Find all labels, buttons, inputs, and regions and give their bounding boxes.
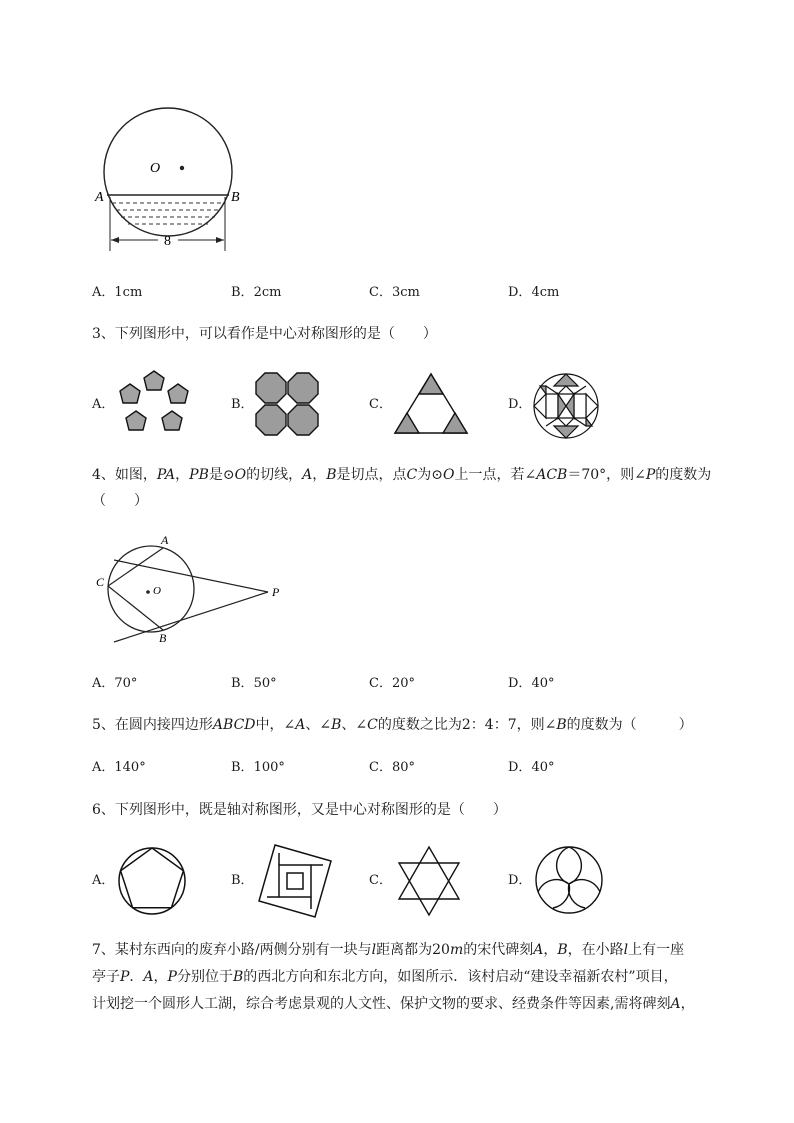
q4-label-c: C [96, 575, 105, 589]
q3-option-b-label[interactable]: B． [231, 397, 254, 412]
pinwheel-square-icon [259, 845, 331, 917]
label-b: B [231, 190, 240, 205]
pentagon-flower-icon [120, 371, 188, 430]
star-of-david-icon [399, 847, 459, 915]
q4-stem-line2: （ ） [92, 493, 148, 509]
q4-label-o: O [153, 585, 161, 597]
q4-option-d[interactable]: D．40° [508, 676, 555, 691]
q4-stem-line1: 4、如图，PA，PB是⊙O的切线，A，B是切点，点C为⊙O上一点，若∠ACB＝70°，则∠P的度数为 [92, 467, 712, 483]
circle-chord-figure [90, 95, 250, 260]
q7-line1: 7、某村东西向的废弃小路/两侧分别有一块与l距离都为20m的宋代碑刻A，B，在小路l上有一座 [92, 942, 685, 958]
q3-figure-b-octagons [255, 372, 319, 436]
q6-option-a-label[interactable]: A． [92, 873, 115, 888]
q6-option-b-label[interactable]: B． [231, 873, 254, 888]
q5-option-d[interactable]: D．40° [508, 760, 555, 775]
q6-stem: 6、下列图形中，既是轴对称图形，又是中心对称图形的是（ ） [92, 802, 507, 818]
center-point [180, 166, 184, 170]
three-arc-circle-icon [536, 847, 602, 913]
q4-option-b[interactable]: B．50° [231, 676, 277, 691]
q7-line3: 计划挖一个圆形人工湖，综合考虑景观的人文性、保护文物的要求、经费条件等因素,需将碑刻A， [92, 996, 695, 1012]
q6-option-c-label[interactable]: C． [369, 873, 392, 888]
q2-option-b[interactable]: B．2cm [231, 285, 282, 300]
label-width: 8 [164, 234, 171, 249]
q2-option-d[interactable]: D．4cm [508, 285, 560, 300]
arrowhead-right [216, 237, 224, 243]
q2-option-a[interactable]: A．1cm [92, 285, 143, 300]
tangent-pa [114, 560, 268, 592]
q6-figure-d-trefoil [533, 844, 605, 916]
circle-squares-icon [534, 374, 598, 438]
q4-option-a[interactable]: A．70° [92, 676, 138, 691]
q5-option-a[interactable]: A．140° [92, 760, 146, 775]
q5-option-c[interactable]: C．80° [369, 760, 415, 775]
q4-circle [108, 546, 194, 632]
triangle-hexagon-icon [395, 374, 467, 433]
q4-label-p: P [272, 585, 280, 599]
q6-figure-a-pentagon-circle [116, 845, 188, 917]
q5-stem: 5、在圆内接四边形ABCD中，∠A、∠B、∠C的度数之比为2：4：7，则∠B的度数为（ ） [92, 717, 693, 733]
octagon-grid-icon [256, 373, 318, 435]
pentagon-in-circle-icon [119, 848, 185, 914]
q4-center-point [146, 590, 150, 594]
q3-stem: 3、下列图形中，可以看作是中心对称图形的是（ ） [92, 326, 437, 342]
q4-label-a: A [161, 533, 169, 547]
label-a: A [95, 190, 104, 205]
q3-figure-d-circle-pattern [532, 372, 600, 440]
q6-figure-c-hexagram [393, 845, 465, 917]
q7-line2: 亭子P．A，P分别位于B的西北方向和东北方向，如图所示．该村启动“建设幸福新农村”项目， [92, 969, 678, 985]
q6-figure-b-squares [257, 843, 333, 919]
arrowhead-left [111, 237, 119, 243]
q3-figure-a-pentagons [116, 369, 192, 437]
q4-option-c[interactable]: C．20° [369, 676, 415, 691]
tangent-pb [114, 592, 268, 642]
q5-option-b[interactable]: B．100° [231, 760, 285, 775]
q3-figure-c-triangle [393, 372, 469, 436]
label-o: O [150, 161, 161, 176]
chord-ca [108, 548, 163, 586]
q2-option-c[interactable]: C．3cm [369, 285, 420, 300]
q3-option-c-label[interactable]: C． [369, 397, 392, 412]
q4-tangent-figure [92, 530, 292, 648]
q3-option-d-label[interactable]: D． [508, 397, 532, 412]
q4-label-b: B [159, 631, 167, 645]
q6-option-d-label[interactable]: D． [508, 873, 532, 888]
q3-option-a-label[interactable]: A． [92, 397, 115, 412]
